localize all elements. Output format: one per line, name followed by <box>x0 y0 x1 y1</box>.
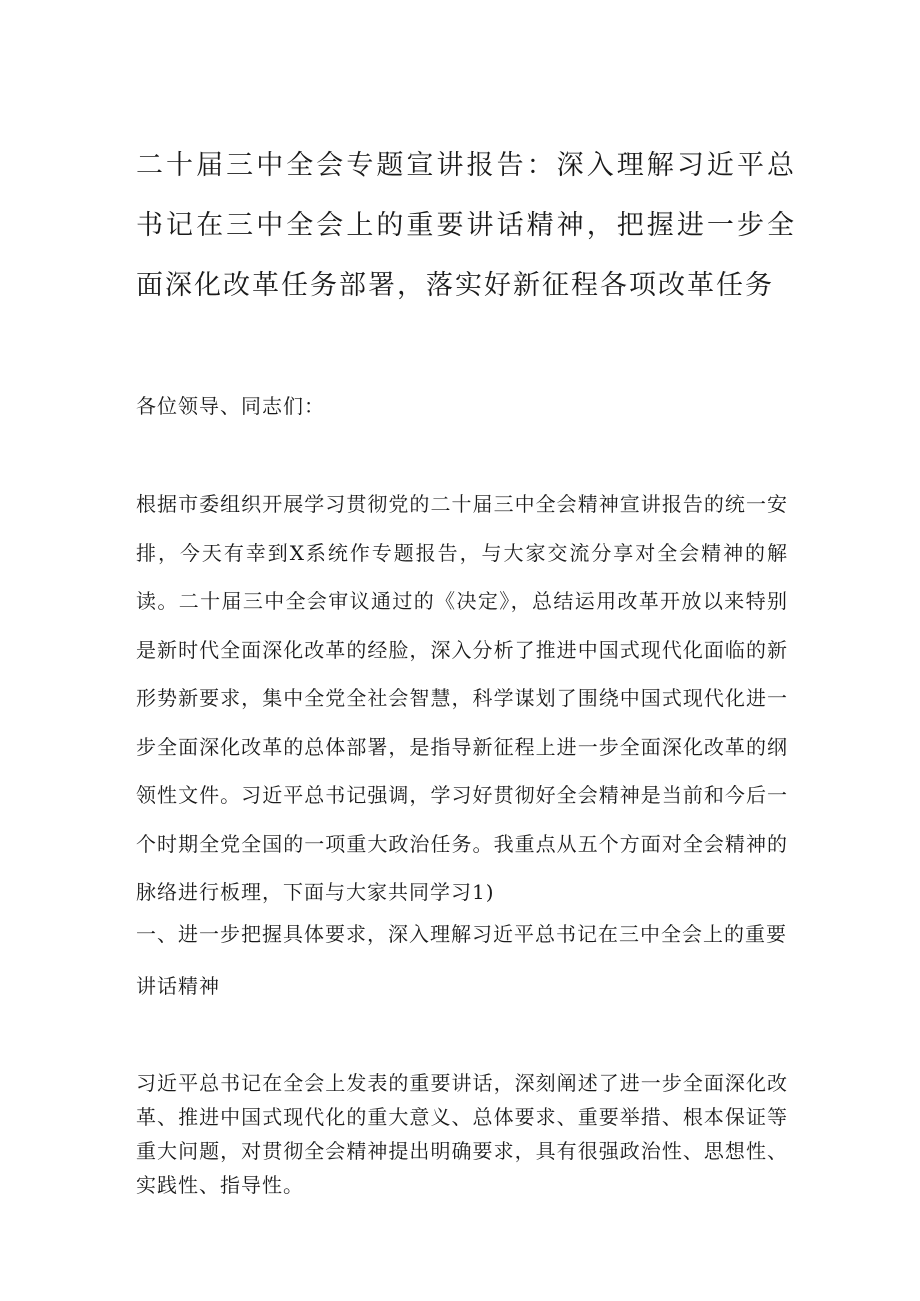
intro-paragraph: 根据市委组织开展学习贯彻党的二十届三中全会精神宣讲报告的统一安排，今天有幸到X系统作专题报告，与大家交流分享对全会精神的解读。二十届三中全会审议通过的《决定》，总结运用改革开放以来特别是新时代全面深化改革的经脸，深入分析了推进中国式现代化面临的新形势新要求，集中全党全社会智慧，科学谋划了围绕中国式现代化进一步全面深化改革的总体部署，是指导新征程上进一步全面深化改革的纲领性文件。习近平总书记强调，学习好贯彻好全会精神是当前和今后一个时期全党全国的一项重大政治任务。我重点从五个方面对全会精神的脉络进行板理，下面与大家共同学习1) <box>136 492 788 904</box>
salutation: 各位领导、同志们： <box>136 394 325 418</box>
section-heading-1: 一、进一步把握具体要求，深入理解习近平总书记在三中全会上的重要讲话精神 <box>136 922 787 998</box>
document-title: 二十届三中全会专题宣讲报告：深入理解习近平总书记在三中全会上的重要讲话精神，把握进一步全面深化改革任务部署，落实好新征程各项改革任务 <box>136 150 796 301</box>
section-1-paragraph: 习近平总书记在全会上发表的重要讲话，深刻阐述了进一步全面深化改革、推进中国式现代化的重大意义、总体要求、重要举措、根本保证等重大问题，对贯彻全会精神提出明确要求，具有很强政治性、思想性、实践性、指导性。 <box>136 1071 788 1197</box>
